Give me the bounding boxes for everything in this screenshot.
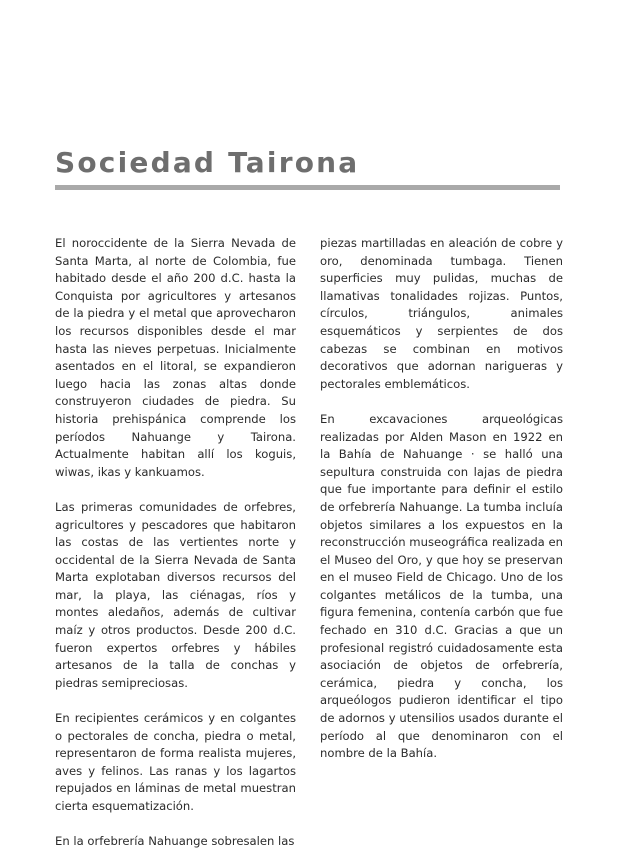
left-column [55,235,296,868]
title-divider [55,185,560,190]
paragraph: En recipientes cerámicos y en colgantes o pectorales de concha, piedra o metal, representaron de forma realista mujeres, aves y felinos. Las ranas y los lagartos repujados en láminas de metal muestran cierta esquematización. [55,711,296,813]
paragraph: piezas martilladas en aleación de cobre y oro, denominada tumbaga. Tienen superficies muy pulidas, muchas de llamativas tonalidades rojizas. Puntos, círculos, triángulos, animales esquemáticos y serpientes de dos cabezas se combinan en motivos decorativos que adornan narigueras y pectorales emblemáticos. [320,236,563,391]
right-column [320,235,563,780]
page-title: Sociedad Tairona [55,146,360,179]
paragraph: El noroccidente de la Sierra Nevada de Santa Marta, al norte de Colombia, fue habitado desde el año 200 d.C. hasta la Conquista por agricultores y artesanos de la piedra y el metal que aprovecharon los recursos disponibles desde el mar hasta las nieves perpetuas. Inicialmente asentados en el litoral, se expandieron luego hacia las zonas altas donde construyeron ciudades de piedra. Su historia prehispánica comprende los períodos Nahuange y Tairona. Actualmente habitan allí los koguis, wiwas, ikas y kankuamos. [55,236,296,479]
paragraph: En la orfebrería Nahuange sobresalen las [55,834,295,849]
paragraph: Las primeras comunidades de orfebres, agricultores y pescadores que habitaron las costas de las vertientes norte y occidental de la Sierra Nevada de Santa Marta explotaban diversos recursos del mar, la playa, las ciénagas, ríos y montes aledaños, además de cultivar maíz y otros productos. Desde 200 d.C. fueron expertos orfebres y hábiles artesanos de la talla de conchas y piedras semipreciosas. [55,499,296,690]
paragraph: En excavaciones arqueológicas realizadas por Alden Mason en 1922 en la Bahía de Nahuange · se halló una sepultura construida con lajas de piedra que fue importante para definir el estilo de orfebrería Nahuange. La tumba incluía objetos similares a los expuestos en la reconstrucción museográfica realizada en el Museo del Oro, y que hoy se preservan en el museo Field de Chicago. Uno de los colgantes metálicos de la tumba, una figura femenina, contenía carbón que fue fechado en 310 d.C. Gracias a que un profesional registró cuidadosamente esta asociación de objetos de orfebrería, cerámica, piedra y concha, los arqueólogos pudieron identificar el tipo de adornos y utensilios usados durante el período al que denominaron con el nombre de la Bahía. [320,411,563,761]
